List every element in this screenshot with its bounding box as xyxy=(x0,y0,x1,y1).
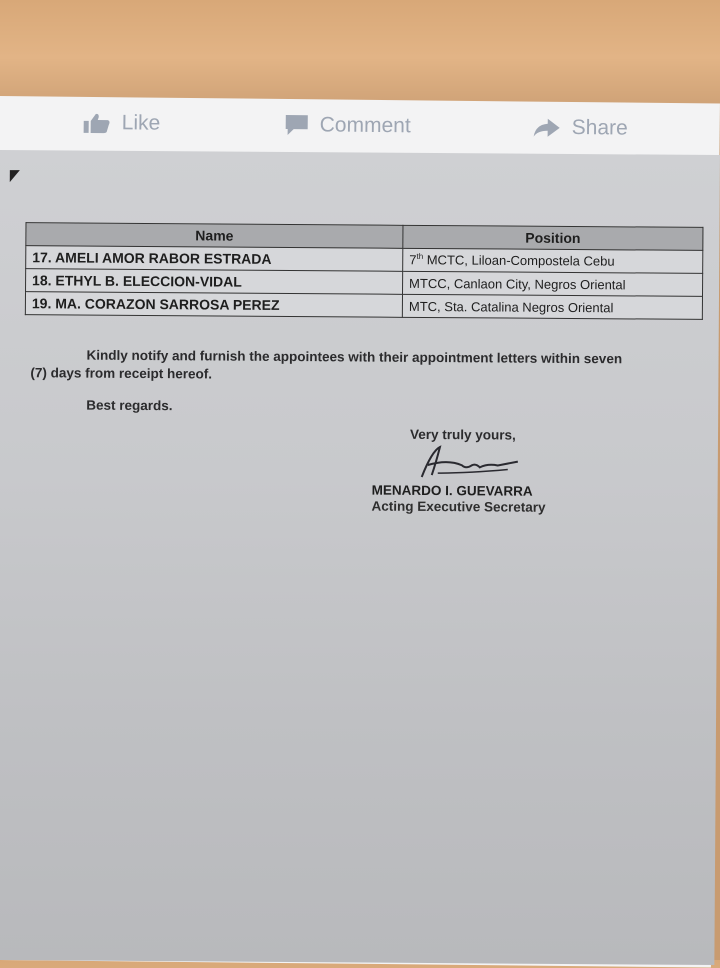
comment-bubble-icon xyxy=(284,113,310,137)
share-label: Share xyxy=(571,115,628,140)
appointee-name: 18. ETHYL B. ELECCION-VIDAL xyxy=(26,269,403,295)
signer-name: MENARDO I. GUEVARRA xyxy=(371,482,533,499)
regards-text: Best regards. xyxy=(86,397,173,414)
table-row xyxy=(25,292,702,320)
paragraph-line-1: Kindly notify and furnish the appointees with their appointment letters within seven xyxy=(86,347,623,367)
like-button[interactable] xyxy=(82,111,161,136)
page-corner-mark xyxy=(10,170,20,182)
document-page xyxy=(0,150,720,965)
appointee-name: 19. MA. CORAZON SARROSA PEREZ xyxy=(25,292,402,318)
handwritten-signature xyxy=(418,443,528,484)
column-header-position: Position xyxy=(403,225,703,250)
comment-label: Comment xyxy=(319,113,411,138)
appointee-name: 17. AMELI AMOR RABOR ESTRADA xyxy=(26,246,403,272)
paragraph-line-2: (7) days from receipt hereof. xyxy=(30,365,213,382)
comment-button[interactable] xyxy=(284,113,411,138)
signer-title: Acting Executive Secretary xyxy=(371,498,546,515)
signature-block xyxy=(371,483,545,516)
appointee-position: MTCC, Canlaon City, Negros Oriental xyxy=(403,271,703,296)
share-button[interactable] xyxy=(532,116,628,141)
instruction-paragraph xyxy=(30,346,694,387)
like-label: Like xyxy=(121,111,161,135)
appointee-position: MTC, Sta. Catalina Negros Oriental xyxy=(402,294,702,319)
appointee-position: 7th MCTC, Liloan-Compostela Cebu xyxy=(403,248,703,273)
thumbs-up-icon xyxy=(82,112,112,134)
share-arrow-icon xyxy=(532,117,562,139)
closing-text: Very truly yours, xyxy=(409,426,516,443)
column-header-name: Name xyxy=(26,223,403,249)
appointees-table xyxy=(25,222,704,320)
